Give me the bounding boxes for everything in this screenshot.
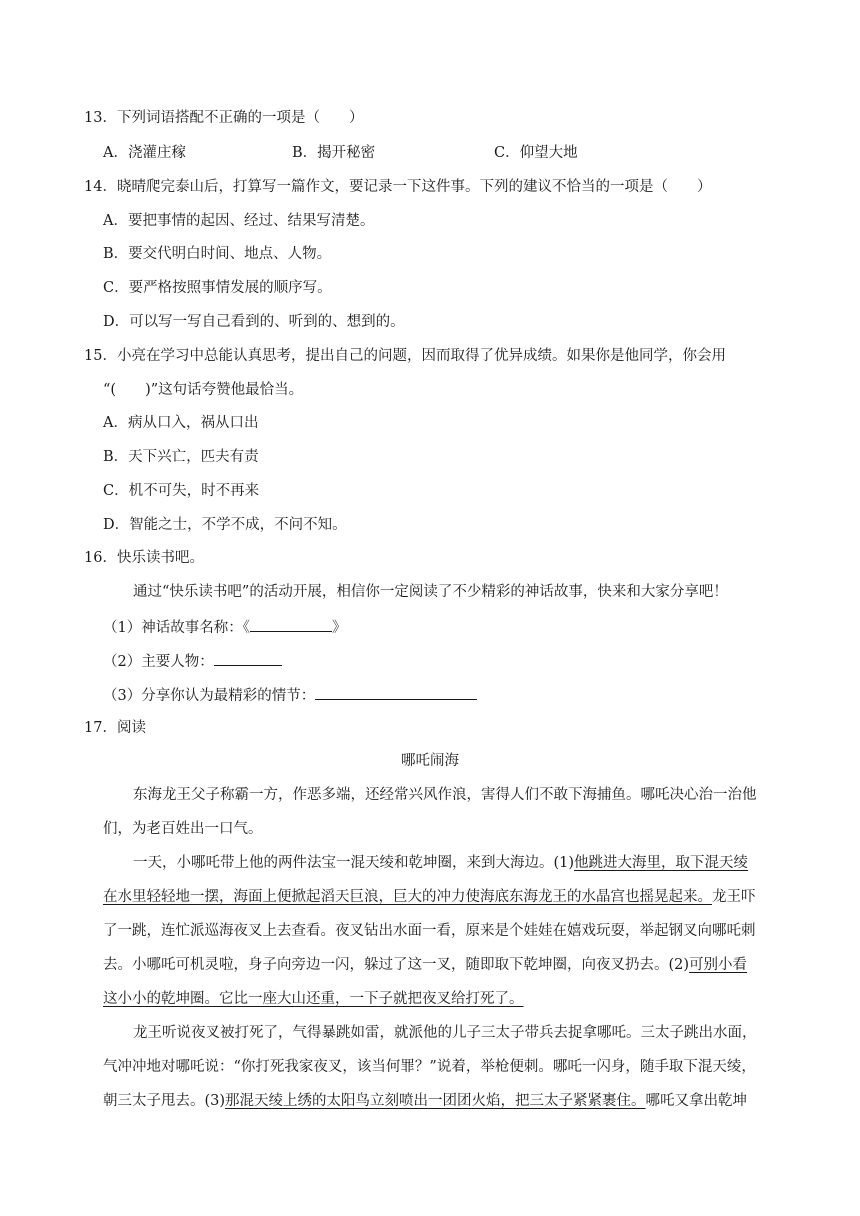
question-15-option-c: C．机不可失，时不再来 (103, 483, 260, 499)
p3-line-3-text: 朝三太子甩去。(3) (103, 1093, 226, 1109)
passage-p1-line-1: 东海龙王父子称霸一方，作恶多端，还经常兴风作浪，害得人们不敢下海捕鱼。哪吒决心治一治他 (133, 787, 757, 803)
question-14-option-a: A．要把事情的起因、经过、结果写清楚。 (103, 213, 375, 229)
question-16-title: 16．快乐读书吧。 (84, 550, 204, 566)
passage-p1-line-2: 们，为老百姓出一口气。 (103, 821, 263, 837)
question-14-stem: 14．晓晴爬完泰山后，打算写一篇作文，要记录一下这件事。下列的建议不恰当的一项是（ ） (84, 179, 712, 195)
question-14-option-c: C．要严格按照事情发展的顺序写。 (103, 280, 332, 296)
p3-line-3-tail: 哪吒又拿出乾坤 (645, 1093, 748, 1109)
passage-p2-line-2 (103, 887, 756, 907)
question-16-item-1 (103, 616, 346, 638)
question-15-option-d: D．智能之士，不学不成，不问不知。 (103, 517, 347, 533)
passage-p3-line-2: 气冲冲地对哪吒说：“你打死我家夜叉，该当何罪？”说着，举枪便刺。哪吒一闪身，随手取下混天绫， (103, 1059, 756, 1075)
question-14-option-d: D．可以写一写自己看到的、听到的、想到的。 (103, 314, 405, 330)
passage-p2-line-5 (103, 989, 524, 1009)
question-15-option-a: A．病从口入，祸从口出 (103, 415, 259, 431)
passage-p2-line-1 (133, 853, 748, 873)
question-13-option-a: A．浇灌庄稼 (103, 145, 186, 161)
underlined-sentence-2-end: 这小小的乾坤圈。它比一座大山还重，一下子就把夜叉给打死了。 (103, 991, 524, 1007)
question-15-option-b: B．天下兴亡，匹夫有责 (103, 449, 259, 465)
question-13-option-b: B．揭开秘密 (292, 145, 376, 161)
p2-line-4-text: 去。小哪吒可机灵啦，身子向旁边一闪，躲过了这一叉，随即取下乾坤圈，向夜叉扔去。(2) (103, 957, 690, 973)
passage-p3-line-1: 龙王听说夜叉被打死了，气得暴跳如雷，就派他的儿子三太子带兵去捉拿哪吒。三太子跳出水面， (133, 1025, 757, 1041)
underlined-sentence-3: 那混天绫上绣的太阳鸟立刻喷出一团团火焰，把三太子紧紧裹住。 (225, 1093, 646, 1109)
passage-p2-line-3: 了一跳，连忙派巡海夜叉上去查看。夜叉钻出水面一看，原来是个娃娃在嬉戏玩耍，举起钢叉向哪吒刺 (103, 923, 756, 939)
item-1-prefix: （1）神话故事名称：《 (103, 620, 250, 636)
item-1-suffix: 》 (331, 620, 347, 636)
main-character-blank[interactable] (214, 650, 282, 666)
underlined-sentence-1-end: 在水里轻轻地一摆，海面上便掀起滔天巨浪，巨大的冲力使海底东海龙王的水晶宫也摇晃起来。 (103, 889, 712, 905)
question-16-item-2 (103, 650, 282, 672)
question-17-title: 17．阅读 (84, 720, 146, 736)
best-plot-blank[interactable] (315, 684, 477, 700)
question-15-stem-line-1: 15．小亮在学习中总能认真思考，提出自己的问题，因而取得了优异成绩。如果你是他同学，你会用 (84, 348, 726, 364)
item-2-prefix: （2）主要人物： (103, 654, 214, 670)
question-14-option-b: B．要交代明白时间、地点、人物。 (103, 246, 332, 262)
story-name-blank[interactable] (250, 616, 332, 632)
underlined-sentence-1-start: 他跳进大海里，取下混天绫 (574, 855, 749, 871)
item-3-prefix: （3）分享你认为最精彩的情节： (103, 688, 316, 704)
passage-title: 哪吒闹海 (401, 753, 459, 769)
p2-line-2-text: 龙王吓 (712, 889, 756, 905)
question-16-item-3 (103, 684, 477, 706)
p2-line-1-text: 一天，小哪吒带上他的两件法宝一混天绫和乾坤圈，来到大海边。(1) (133, 855, 575, 871)
question-13-stem: 13．下列词语搭配不正确的一项是（ ） (84, 110, 364, 126)
passage-p3-line-3 (103, 1091, 747, 1111)
question-16-intro: 通过“快乐读书吧”的活动开展，相信你一定阅读了不少精彩的神话故事，快来和大家分享吧！ (133, 584, 728, 600)
question-15-stem-line-2: “( )”这句话夸赞他最恰当。 (103, 382, 304, 398)
passage-p2-line-4 (103, 955, 747, 975)
underlined-sentence-2-start: 可别小看 (689, 957, 748, 973)
question-13-option-c: C．仰望大地 (494, 145, 578, 161)
